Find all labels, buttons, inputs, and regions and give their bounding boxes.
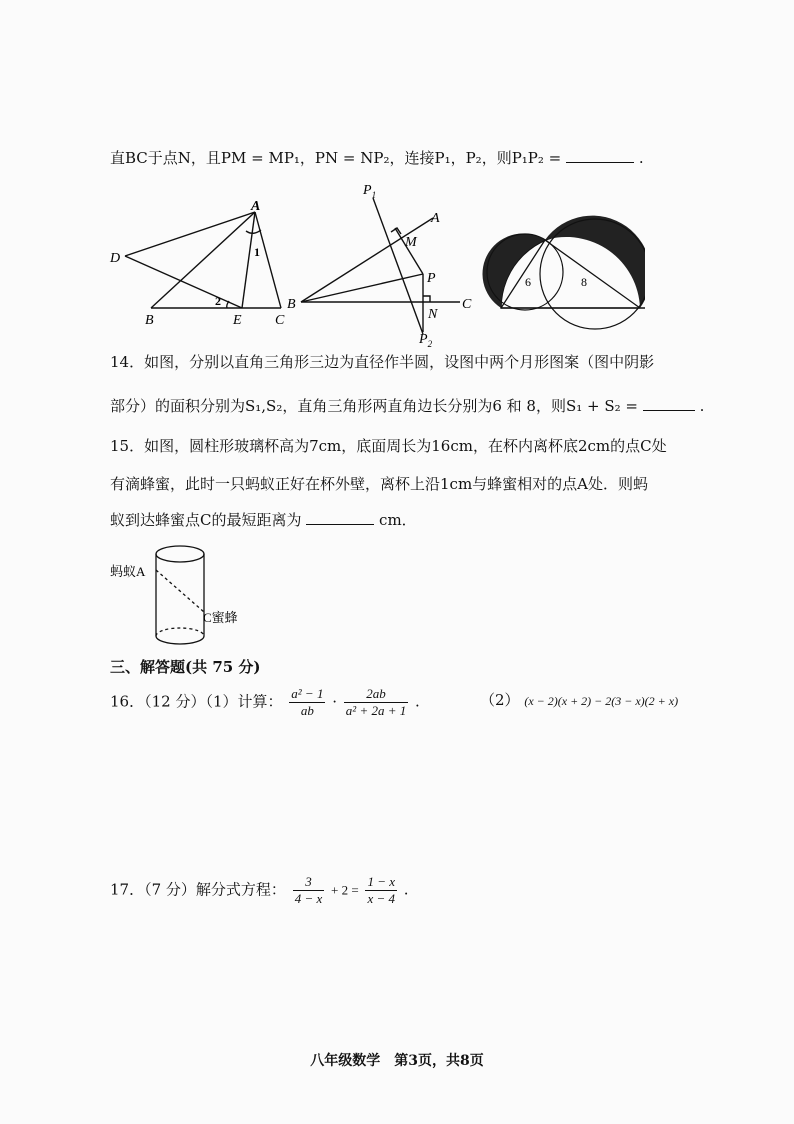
bee-label: C蜜蜂 — [203, 610, 238, 625]
q15-line3 — [110, 510, 417, 530]
q15-line2: 有滴蜂蜜，此时一只蚂蚁正好在杯外壁，离杯上沿1cm与蜂蜜相对的点A处．则蚂 — [110, 475, 649, 493]
cylinder-figure — [110, 540, 270, 652]
q17-end: . — [403, 880, 409, 899]
q17-plus-two: + 2 = — [331, 882, 359, 898]
q16-line — [110, 686, 420, 719]
q14-line2-text: 部分）的面积分别为S₁,S₂，直角三角形两直角边长分别为6 和 8，则S₁ + S₂ = — [110, 397, 638, 415]
q15-line1: 15．如图，圆柱形玻璃杯高为7cm，底面周长为16cm，在杯内离杯底2cm的点C处 — [110, 437, 667, 455]
ant-label: 蚂蚁A — [110, 564, 146, 579]
label-C: C — [275, 313, 285, 328]
q14-line2 — [110, 396, 704, 416]
label-B: B — [145, 313, 154, 328]
q16-end: . — [415, 692, 420, 711]
label-D: D — [110, 251, 121, 266]
q17-label: 17．（7 分）解分式方程： — [110, 880, 286, 899]
label-B2: B — [287, 297, 296, 312]
label-N: N — [428, 307, 438, 322]
q15-line3-text: 蚁到达蜂蜜点C的最短距离为 — [110, 511, 302, 529]
q13-q14-figures — [105, 178, 645, 348]
page-footer: 八年级数学 第3页，共8页 — [310, 1053, 484, 1069]
label-P2: $P_2$ — [419, 332, 433, 348]
q16-part2-label: （2） — [480, 691, 520, 709]
label-A2: A — [431, 211, 440, 226]
q14-answer-blank[interactable] — [643, 396, 695, 411]
label-M: M — [405, 235, 417, 250]
q17-fraction-2: $\frac{1 - x}{x - 4}$ — [367, 874, 396, 906]
angle-2-label: 2 — [215, 294, 221, 308]
q16-label: 16．（12 分）（1）计算： — [110, 692, 283, 711]
label-P: P — [427, 271, 436, 286]
leg-8-label: 8 — [581, 275, 587, 289]
q16-part2-expr: (x − 2)(x + 2) − 2(3 − x)(2 + x) — [524, 694, 679, 708]
q13-end: . — [638, 149, 644, 167]
leg-6-label: 6 — [525, 275, 531, 289]
q15-unit: cm． — [379, 511, 417, 529]
q13-answer-blank[interactable] — [566, 148, 634, 163]
q15-answer-blank[interactable] — [306, 510, 374, 525]
label-E: E — [233, 313, 242, 328]
q16-part2 — [480, 690, 678, 711]
q17-line — [110, 874, 409, 907]
lune-figure — [483, 216, 645, 329]
triangle-figure — [125, 212, 281, 308]
q16-dot: · — [332, 692, 338, 711]
q17-fraction-1: $\frac{3}{4 - x}$ — [294, 874, 323, 906]
q13-tail-text: 直BC于点N，且PM = MP₁，PN = NP₂，连接P₁，P₂，则P₁P₂ = — [110, 149, 562, 167]
section-3-title: 三、解答题(共 75 分) — [110, 658, 261, 676]
q13-tail-line — [110, 148, 644, 168]
label-P1: $P_1$ — [363, 183, 377, 200]
angle-1-label: 1 — [254, 245, 260, 259]
q16-fraction-1: $\frac{\text{a² − 1}}{ab}$ — [291, 686, 324, 718]
label-C2: C — [462, 297, 472, 312]
q14-end: . — [699, 397, 705, 415]
q14-line1: 14．如图，分别以直角三角形三边为直径作半圆，设图中两个月形图案（图中阴影 — [110, 353, 655, 371]
q16-fraction-2: $\frac{2ab}{\text{a² + 2a + 1}}$ — [345, 686, 407, 718]
label-A: A — [251, 199, 261, 214]
